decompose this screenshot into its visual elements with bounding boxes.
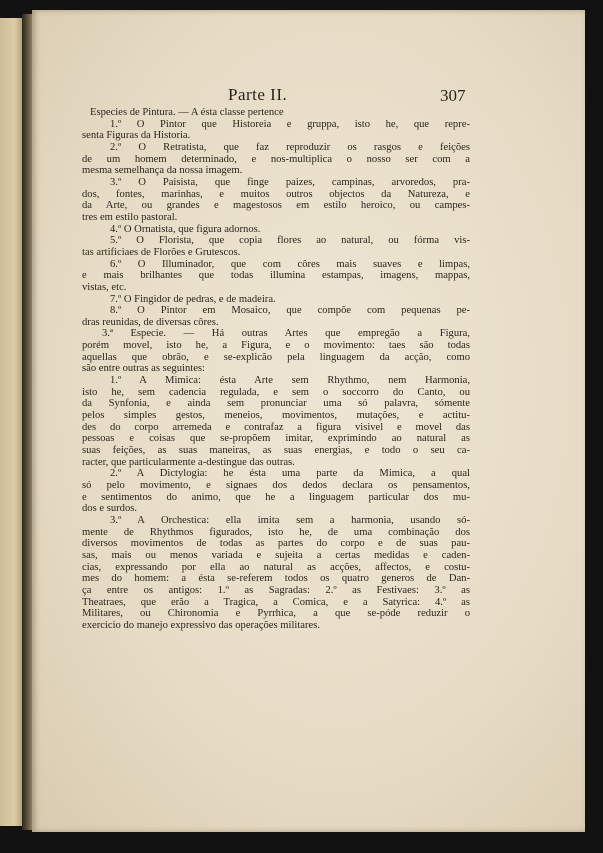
running-head: Parte II. [228,85,288,104]
page-header [32,80,585,110]
text-line: tres em estilo pastoral. [82,211,178,223]
text-line: racter, que particularmente a-destingue das outras. [82,456,295,468]
text-line: 2.º O Retratista, que faz reproduzir os rasgos e feições [110,141,470,153]
text-line: diversos movimentos de todas as partes do corpo e de suas pau- [82,538,470,550]
text-line: tas artificiaes de Florões e Grutescos. [82,246,241,258]
text-line: 8.º O Pintor em Mosaico, que compõe com pequenas pe- [110,305,470,317]
text-line: senta Figuras da Historia. [82,130,191,142]
text-line: Especies de Pintura. — A ésta classe pertence [90,107,284,118]
text-line: aquellas que obrão, e se-explicão pela linguagem da acção, como [82,351,470,363]
text-line: da Synfonia, e ainda sem pronunciar uma só palavra, sómente [82,398,470,410]
text-line: 1.º A Mimica: ésta Arte sem Rhythmo, nem Harmonia, [110,375,470,387]
text-line: são entre outras as seguintes: [82,363,205,375]
text-line: 3.º A Orchestica: ella imita sem a harmonia, usando só- [110,514,470,526]
text-line: porém movel, isto he, a Figura, e o movimento: taes são todas [82,340,470,352]
text-line: dos e surdos. [82,503,138,515]
text-line: mes do homem: a ésta se-referem todos os quatro generos de Dan- [82,573,470,585]
text-line: Militares, ou Chironomia e Pyrrhica, a que se-póde reduzir o [82,608,470,620]
text-line: dos, fontes, marinhas, e muitos outros objectos da Natureza, e [82,188,470,200]
text-line: mente de Rhythmos figurados, isto he, de uma combinação dos [82,526,470,538]
text-line: mesma semelhança da nossa imagem. [82,165,243,177]
text-line: 3.º O Paisista, que finge paizes, campinas, arvoredos, pra- [110,176,470,188]
text-line: 6.º O Illuminador, que com côres mais suaves e limpas, [110,258,470,270]
text-line: 2.º A Dictylogia: he ésta uma parte da Mimica, a qual [110,468,470,480]
text-line: vistas, etc. [82,281,127,293]
text-line: 7.º O Fingidor de pedras, e de madeira. [110,293,276,305]
text-line: de um homem determinado, e nos-multiplica o nosso ser com a [82,153,470,165]
text-line: 3.ª Especie. — Há outras Artes que empregão a Figura, [102,328,470,340]
text-line: Theatraes, que erão a Tragica, a Comica, e a Satyrica: 4.º as [82,596,470,608]
text-line: e mais brilhantes que todas illumina estampas, imagens, mappas, [82,270,470,282]
text-line: dras reunidas, de diversas côres. [82,316,219,328]
text-line: des do corpo arremeda e contrafaz a figura visivel e movel das [82,421,470,433]
facing-page-edge [0,18,24,826]
page-number: 307 [440,86,466,105]
text-line: da Arte, ou grandes e magestosos em estilo heroico, ou campes- [82,200,470,212]
text-line: exercicio do manejo expressivo das operações militares. [82,619,320,631]
text-line: pessoas e coisas que se-propõem imitar, exprimindo ao natural as [82,433,470,445]
body-text [82,107,470,632]
text-line: cias, expressando por ella ao natural as acções, affectos, e costu- [82,561,470,573]
text-line: 5.º O Florista, que copia flores ao natural, ou fórma vis- [110,235,470,247]
text-line: sas, mais ou menos variada e sujeita a certas medidas e caden- [82,549,470,561]
text-line: pelos simples gestos, meneios, movimentos, mutações, e actitu- [82,410,470,422]
text-line: só pelo movimento, e signaes dos dedos declara os pensamentos, [82,480,470,491]
text-line: isto he, sem cadencia regulada, e sem o soccorro do Canto, ou [82,386,470,398]
text-line: 4.º O Ornatista, que figura adornos. [110,223,261,235]
text-line: ça entre os antigos: 1.º as Sagradas: 2.º as Festivaes: 3.º as [82,584,470,596]
text-line: suas feições, as suas maneiras, as suas energias, e todo o seu ca- [82,445,470,457]
text-line: e sentimentos do animo, que he a linguagem particular dos mu- [82,491,470,503]
text-line: 1.º O Pintor que Historeia e gruppa, isto he, que repre- [110,118,470,130]
